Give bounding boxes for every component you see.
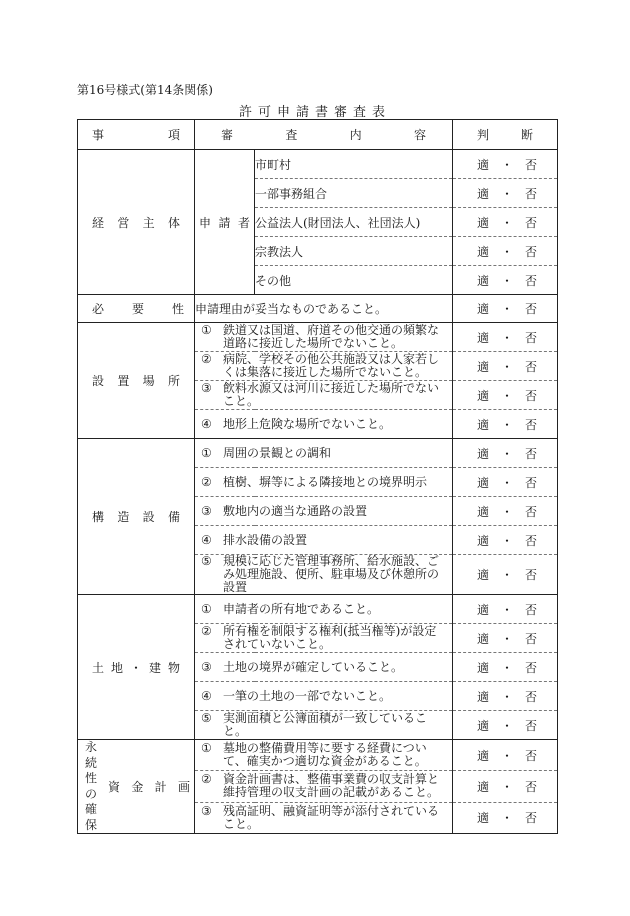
judgment-cell[interactable] — [453, 150, 558, 179]
judgment-options — [453, 156, 557, 173]
management-row — [78, 150, 558, 179]
item-text: 墓地の整備費用等に要する経費について、確実かつ適切な資金があること。 — [223, 741, 427, 769]
location-label — [78, 323, 195, 439]
item-text: 敷地内の適当な通路の設置 — [223, 503, 368, 518]
judgment-separator: ・ — [500, 748, 513, 763]
judgment-cell[interactable] — [453, 208, 558, 237]
judgment-options — [453, 601, 557, 618]
item-text: 周囲の景観との調和 — [223, 445, 332, 460]
judgment-options — [453, 532, 557, 549]
permanence-vertical-label — [85, 740, 97, 833]
label-char: 性 — [84, 771, 97, 785]
label-char: 構 — [92, 510, 105, 524]
label-char: 性 — [171, 302, 184, 316]
judgment-approve[interactable]: 適 — [477, 660, 490, 675]
item-number: ④ — [201, 688, 212, 703]
judgment-reject[interactable]: 否 — [524, 157, 537, 172]
label-char: 続 — [84, 755, 97, 770]
judgment-reject[interactable]: 否 — [524, 388, 537, 403]
necessity-row — [78, 295, 558, 323]
judgment-separator: ・ — [500, 359, 513, 374]
judgment-cell[interactable] — [453, 526, 558, 555]
judgment-options — [453, 416, 557, 433]
judgment-reject[interactable]: 否 — [524, 718, 537, 733]
label-char: 土 — [92, 660, 105, 675]
judgment-cell[interactable] — [453, 653, 558, 682]
judgment-approve[interactable]: 適 — [477, 244, 490, 259]
label-char: 項 — [167, 128, 180, 142]
item-number: ① — [201, 741, 212, 756]
judgment-separator: ・ — [500, 811, 513, 826]
label-char: 確 — [84, 802, 97, 816]
label-char: 置 — [117, 374, 130, 388]
structure-row — [78, 439, 558, 468]
item-text: 一筆の土地の一部でないこと。 — [223, 688, 392, 703]
item-number: ③ — [201, 381, 212, 395]
judgment-approve[interactable]: 適 — [477, 186, 490, 201]
criterion-item — [195, 497, 453, 526]
judgment-reject[interactable]: 否 — [524, 446, 537, 461]
label-char: 設 — [92, 374, 105, 388]
judgment-separator: ・ — [500, 215, 513, 230]
judgment-reject[interactable]: 否 — [524, 186, 537, 201]
judgment-separator: ・ — [500, 504, 513, 519]
label-char: 地 — [110, 660, 123, 675]
criterion-item — [195, 323, 453, 352]
judgment-cell[interactable] — [453, 381, 558, 410]
label-char: 建 — [148, 660, 161, 675]
judgment-options — [453, 688, 557, 705]
judgment-approve[interactable]: 適 — [477, 359, 490, 374]
item-text: 所有権を制限する権利(抵当権等)が設定されていないこと。 — [223, 624, 437, 651]
judgment-reject[interactable]: 否 — [524, 302, 537, 316]
judgment-reject[interactable]: 否 — [524, 779, 537, 794]
judgment-reject[interactable]: 否 — [524, 811, 537, 826]
judgment-options — [453, 445, 557, 462]
judgment-reject[interactable]: 否 — [524, 359, 537, 374]
criterion-item — [195, 468, 453, 497]
label-char: 容 — [413, 128, 426, 142]
item-number: ② — [201, 772, 212, 787]
judgment-separator: ・ — [500, 660, 513, 675]
label-char: 永 — [84, 740, 97, 754]
judgment-separator: ・ — [500, 779, 513, 794]
item-number: ⑤ — [201, 554, 212, 568]
item-number: ② — [201, 624, 212, 638]
criterion-item — [195, 682, 453, 711]
judgment-options — [453, 300, 557, 317]
form-title: 許可申請書審査表 — [238, 105, 391, 120]
judgment-separator: ・ — [500, 602, 513, 617]
judgment-approve[interactable]: 適 — [477, 475, 490, 490]
judgment-separator: ・ — [500, 388, 513, 403]
judgment-separator: ・ — [500, 244, 513, 259]
judgment-cell[interactable] — [453, 497, 558, 526]
header-matters — [78, 120, 195, 150]
entity-item: その他 — [255, 266, 453, 295]
label-char: 場 — [142, 374, 155, 388]
judgment-approve[interactable]: 適 — [477, 330, 490, 345]
judgment-options — [453, 717, 557, 734]
judgment-approve[interactable]: 適 — [477, 504, 490, 519]
item-text: 土地の境界が確定していること。 — [223, 659, 404, 674]
form-number: 第16号様式(第14条関係) — [77, 83, 213, 97]
label-char: 資 — [108, 780, 121, 794]
judgment-separator: ・ — [500, 330, 513, 345]
item-number: ③ — [201, 803, 212, 818]
label-char: ・ — [129, 660, 142, 675]
judgment-separator: ・ — [500, 186, 513, 201]
judgment-cell[interactable] — [453, 237, 558, 266]
judgment-options — [453, 630, 557, 647]
judgment-reject[interactable]: 否 — [524, 215, 537, 230]
judgment-reject[interactable]: 否 — [524, 631, 537, 646]
criterion-item — [195, 555, 453, 595]
label-char: 経 — [92, 215, 105, 230]
judgment-separator: ・ — [500, 533, 513, 548]
judgment-cell[interactable] — [453, 179, 558, 208]
judgment-approve[interactable]: 適 — [477, 779, 490, 794]
label-char: 所 — [167, 374, 180, 388]
judgment-cell[interactable] — [453, 295, 558, 323]
item-number: ① — [201, 323, 212, 337]
label-char: 体 — [167, 215, 180, 230]
judgment-separator: ・ — [500, 302, 513, 316]
applicant-label — [195, 150, 255, 295]
item-text: 鉄道又は国道、府道その他交通の頻繁な道路に接近した場所でないこと。 — [223, 323, 440, 350]
judgment-options — [453, 243, 557, 260]
item-number: ① — [201, 601, 212, 616]
judgment-approve[interactable]: 適 — [477, 689, 490, 704]
judgment-separator: ・ — [500, 718, 513, 733]
judgment-approve[interactable]: 適 — [477, 446, 490, 461]
judgment-cell[interactable] — [453, 595, 558, 624]
judgment-approve[interactable]: 適 — [477, 811, 490, 826]
criterion-item — [195, 381, 453, 410]
label-char: 営 — [117, 215, 130, 230]
judgment-approve[interactable]: 適 — [477, 602, 490, 617]
review-table — [77, 119, 558, 834]
label-char: 者 — [237, 215, 250, 230]
criterion-item — [195, 740, 453, 771]
judgment-separator: ・ — [500, 568, 513, 582]
criterion-item — [195, 410, 453, 439]
judgment-approve[interactable]: 適 — [477, 568, 490, 582]
judgment-reject[interactable]: 否 — [524, 660, 537, 675]
criterion-item — [195, 624, 453, 653]
item-text: 規模に応じた管理事務所、給水施設、ごみ処理施設、便所、駐車場及び休憩所の設置 — [223, 554, 440, 594]
criterion-item — [195, 653, 453, 682]
label-char: 事 — [92, 128, 105, 142]
label-char: 備 — [167, 510, 180, 524]
necessity-item: 申請理由が妥当なものであること。 — [195, 295, 453, 323]
label-char: 主 — [142, 215, 155, 230]
judgment-reject[interactable]: 否 — [524, 504, 537, 519]
judgment-reject[interactable]: 否 — [524, 330, 537, 345]
item-text: 地形上危険な場所でないこと。 — [223, 416, 392, 431]
judgment-cell[interactable] — [453, 802, 558, 833]
label-char: 物 — [167, 660, 180, 675]
criterion-item — [195, 595, 453, 624]
judgment-separator: ・ — [500, 273, 513, 288]
label-char: 判 — [477, 128, 490, 142]
judgment-reject[interactable]: 否 — [524, 417, 537, 432]
judgment-approve[interactable]: 適 — [477, 417, 490, 432]
judgment-separator: ・ — [500, 157, 513, 172]
judgment-reject[interactable]: 否 — [524, 568, 537, 582]
judgment-approve[interactable]: 適 — [477, 533, 490, 548]
label-char: 審 — [221, 128, 234, 142]
judgment-approve[interactable]: 適 — [477, 273, 490, 288]
judgment-options — [453, 659, 557, 676]
judgment-cell[interactable] — [453, 266, 558, 295]
judgment-separator: ・ — [500, 689, 513, 704]
judgment-approve[interactable]: 適 — [477, 157, 490, 172]
label-char: 設 — [142, 510, 155, 524]
header-judgment — [453, 120, 558, 150]
necessity-label — [78, 295, 195, 323]
permanence-row — [78, 740, 558, 771]
judgment-cell[interactable] — [453, 740, 558, 771]
criterion-item — [195, 711, 453, 740]
judgment-cell[interactable] — [453, 352, 558, 381]
entity-item: 公益法人(財団法人、社団法人) — [255, 208, 453, 237]
land-row — [78, 595, 558, 624]
judgment-separator: ・ — [500, 475, 513, 490]
judgment-options — [453, 272, 557, 289]
judgment-options — [453, 809, 557, 826]
label-char: 申 — [199, 215, 212, 230]
item-number: ④ — [201, 416, 212, 431]
judgment-cell[interactable] — [453, 555, 558, 595]
judgment-approve[interactable]: 適 — [477, 718, 490, 733]
judgment-reject[interactable]: 否 — [524, 244, 537, 259]
judgment-approve[interactable]: 適 — [477, 748, 490, 763]
judgment-options — [453, 503, 557, 520]
label-char: の — [84, 786, 97, 801]
item-number: ③ — [201, 659, 212, 674]
judgment-options — [453, 185, 557, 202]
judgment-options — [453, 474, 557, 491]
label-char: 保 — [84, 817, 97, 832]
judgment-options — [453, 329, 557, 346]
permanence-label — [78, 740, 195, 834]
label-char: 画 — [177, 780, 190, 794]
judgment-approve[interactable]: 適 — [477, 215, 490, 230]
entity-item: 一部事務組合 — [255, 179, 453, 208]
header-content — [195, 120, 453, 150]
item-number: ④ — [201, 532, 212, 547]
label-char: 断 — [520, 128, 533, 142]
judgment-separator: ・ — [500, 631, 513, 646]
judgment-approve[interactable]: 適 — [477, 631, 490, 646]
judgment-reject[interactable]: 否 — [524, 748, 537, 763]
judgment-options — [453, 566, 557, 583]
judgment-reject[interactable]: 否 — [524, 533, 537, 548]
item-number: ① — [201, 445, 212, 460]
label-char: 査 — [285, 128, 298, 142]
entity-item: 市町村 — [255, 150, 453, 179]
item-text: 植樹、塀等による隣接地との境界明示 — [223, 474, 428, 489]
header-row — [78, 120, 558, 150]
location-row — [78, 323, 558, 352]
judgment-cell[interactable] — [453, 410, 558, 439]
judgment-separator: ・ — [500, 446, 513, 461]
judgment-cell[interactable] — [453, 624, 558, 653]
judgment-reject[interactable]: 否 — [524, 602, 537, 617]
item-number: ② — [201, 352, 212, 366]
judgment-cell[interactable] — [453, 468, 558, 497]
item-text: 申請者の所有地であること。 — [223, 601, 380, 616]
judgment-options — [453, 358, 557, 375]
label-char: 必 — [92, 302, 105, 316]
criterion-item — [195, 439, 453, 468]
management-label — [78, 150, 195, 295]
criterion-item — [195, 771, 453, 802]
judgment-cell[interactable] — [453, 711, 558, 740]
label-char: 計 — [154, 780, 167, 794]
item-text: 実測面積と公簿面積が一致していること。 — [223, 711, 428, 738]
judgment-cell[interactable] — [453, 771, 558, 802]
item-text: 病院、学校その他公共施設又は人家若しくは集落に接近した場所でないこと。 — [223, 352, 440, 379]
label-char: 造 — [117, 510, 130, 524]
label-char: 内 — [349, 128, 362, 142]
criterion-item — [195, 352, 453, 381]
land-label — [78, 595, 195, 740]
judgment-cell[interactable] — [453, 439, 558, 468]
item-text: 飲料水源又は河川に接近した場所でないこと。 — [223, 381, 440, 408]
judgment-approve[interactable]: 適 — [477, 302, 490, 316]
item-number: ③ — [201, 503, 212, 518]
judgment-cell[interactable] — [453, 323, 558, 352]
item-text: 排水設備の設置 — [223, 532, 308, 547]
judgment-separator: ・ — [500, 417, 513, 432]
criterion-item — [195, 802, 453, 833]
item-number: ② — [201, 474, 212, 489]
structure-label — [78, 439, 195, 595]
entity-item: 宗教法人 — [255, 237, 453, 266]
judgment-options — [453, 747, 557, 764]
judgment-reject[interactable]: 否 — [524, 475, 537, 490]
criterion-item — [195, 526, 453, 555]
label-char: 請 — [218, 215, 231, 230]
judgment-reject[interactable]: 否 — [524, 689, 537, 704]
judgment-reject[interactable]: 否 — [524, 273, 537, 288]
judgment-options — [453, 214, 557, 231]
label-char: 要 — [131, 302, 144, 316]
item-text: 残高証明、融資証明等が添付されていること。 — [223, 803, 440, 831]
judgment-options — [453, 778, 557, 795]
item-number: ⑤ — [201, 711, 212, 725]
judgment-approve[interactable]: 適 — [477, 388, 490, 403]
label-char: 金 — [131, 780, 144, 794]
judgment-cell[interactable] — [453, 682, 558, 711]
item-text: 資金計画書は、整備事業費の収支計算と維持管理の収支計画の記載があること。 — [223, 772, 440, 800]
judgment-options — [453, 387, 557, 404]
